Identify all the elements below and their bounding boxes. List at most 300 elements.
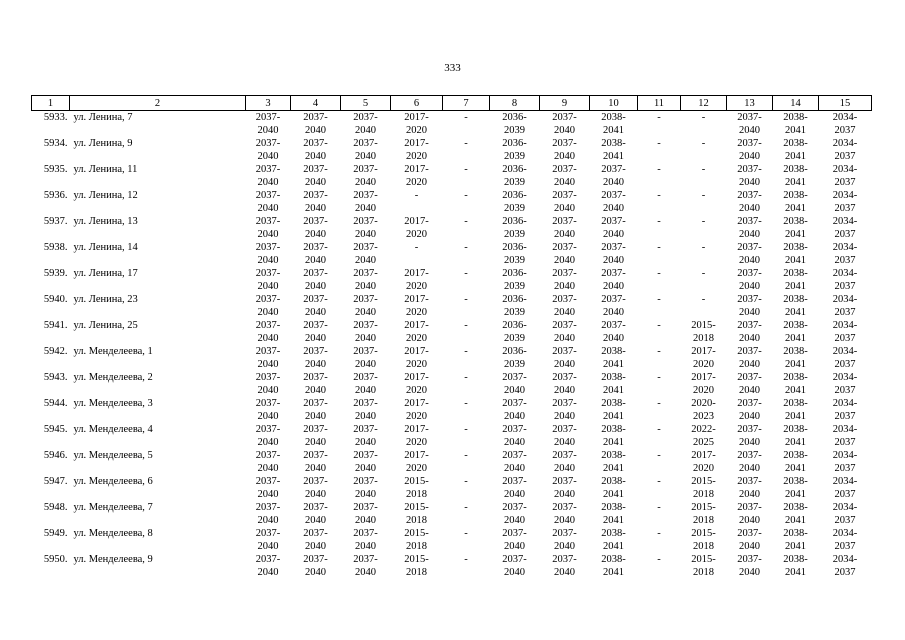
period-cell-col-12: 2022- 2025 [691,424,716,448]
period-cell-col-4: 2037- 2040 [303,242,328,266]
period-cell-col-13: 2037- 2040 [737,424,762,448]
period-cell-col-15: 2034- 2037 [832,528,858,552]
period-cell-col-7: - [464,294,468,305]
period-cell-col-4: 2037- 2040 [303,372,328,396]
period-cell-col-11: - [657,216,661,227]
period-cell-col-6: - [414,190,419,201]
period-cell-col-3: 2037- 2040 [255,502,281,526]
period-cell-col-12: 2015- 2018 [691,502,716,526]
period-cell-col-3: 2037- 2040 [255,450,281,474]
period-cell-col-15: 2034- 2037 [832,502,858,526]
period-cell-col-9: 2037- 2040 [552,528,577,552]
column-header-7: 7 [443,96,490,111]
period-cell-col-7: - [464,502,468,513]
period-cell-col-10: 2038- 2041 [601,138,626,162]
period-cell-col-13: 2037- 2040 [737,372,762,396]
period-cell-col-11: - [657,554,661,565]
period-cell-col-9: 2037- 2040 [552,112,577,136]
period-cell-col-7: - [464,112,468,123]
period-cell-col-4: 2037- 2040 [303,268,328,292]
period-cell-col-13: 2037- 2040 [737,190,762,214]
period-cell-col-12: 2017- 2020 [691,372,716,396]
column-header-14: 14 [773,96,819,111]
period-cell-col-6: 2015- 2018 [404,528,429,552]
period-cell-col-10: 2038- 2041 [601,450,626,474]
period-cell-col-12: 2015- 2018 [691,476,716,500]
period-cell-col-6: 2017- 2020 [404,268,429,292]
period-cell-col-5: 2037- 2040 [353,268,378,292]
period-cell-col-15: 2034- 2037 [832,190,858,214]
row-number: 5934. [43,138,68,149]
row-number: 5949. [43,528,68,539]
period-cell-col-15: 2034- 2037 [832,554,858,578]
period-cell-col-3: 2037- 2040 [255,268,281,292]
period-cell-col-9: 2037- 2040 [552,424,577,448]
period-cell-col-5: 2037- 2040 [353,216,378,240]
period-cell-col-14: 2038- 2041 [783,398,808,422]
period-cell-col-3: 2037- 2040 [255,294,281,318]
table-row [32,163,872,189]
period-cell-col-10: 2038- 2041 [601,112,626,136]
address-cell: ул. Ленина, 7 [73,112,133,123]
period-cell-col-11: - [657,242,661,253]
period-cell-col-5: 2037- 2040 [353,476,378,500]
period-cell-col-14: 2038- 2041 [783,424,808,448]
period-cell-col-13: 2037- 2040 [737,502,762,526]
period-cell-col-8: 2037- 2040 [502,502,527,526]
period-cell-col-14: 2038- 2041 [783,268,808,292]
address-cell: ул. Менделеева, 4 [73,424,153,435]
period-cell-col-6: 2015- 2018 [404,502,429,526]
period-cell-col-4: 2037- 2040 [303,554,328,578]
period-cell-col-15: 2034- 2037 [832,476,858,500]
period-cell-col-13: 2037- 2040 [737,346,762,370]
row-number: 5942. [43,346,68,357]
period-cell-col-8: 2036- 2039 [502,242,527,266]
period-cell-col-5: 2037- 2040 [353,528,378,552]
period-cell-col-11: - [657,450,661,461]
period-cell-col-13: 2037- 2040 [737,450,762,474]
period-cell-col-12: 2015- 2018 [691,528,716,552]
schedule-table [31,95,872,579]
period-cell-col-10: 2037- 2040 [601,294,626,318]
row-number: 5947. [43,476,68,487]
period-cell-col-10: 2038- 2041 [601,528,626,552]
period-cell-col-15: 2034- 2037 [832,398,858,422]
period-cell-col-12: 2020- 2023 [691,398,716,422]
period-cell-col-6: 2017- 2020 [404,450,429,474]
column-header-11: 11 [638,96,681,111]
period-cell-col-14: 2038- 2041 [783,164,808,188]
period-cell-col-7: - [464,476,468,487]
period-cell-col-9: 2037- 2040 [552,216,577,240]
period-cell-col-3: 2037- 2040 [255,554,281,578]
period-cell-col-15: 2034- 2037 [832,138,858,162]
address-cell: ул. Менделеева, 3 [73,398,153,409]
period-cell-col-6: 2017- 2020 [404,346,429,370]
period-cell-col-8: 2037- 2040 [502,476,527,500]
period-cell-col-12: - [701,112,706,123]
period-cell-col-13: 2037- 2040 [737,476,762,500]
period-cell-col-3: 2037- 2040 [255,242,281,266]
period-cell-col-8: 2036- 2039 [502,268,527,292]
period-cell-col-6: 2017- 2020 [404,398,429,422]
period-cell-col-10: 2037- 2040 [601,190,626,214]
address-cell: ул. Ленина, 25 [73,320,138,331]
address-cell: ул. Менделеева, 8 [73,528,153,539]
period-cell-col-12: - [701,242,706,253]
period-cell-col-7: - [464,528,468,539]
period-cell-col-8: 2037- 2040 [502,528,527,552]
table-body [32,111,872,580]
period-cell-col-9: 2037- 2040 [552,138,577,162]
header-row [32,96,872,111]
period-cell-col-6: - [414,242,419,253]
period-cell-col-8: 2036- 2039 [502,190,527,214]
address-cell: ул. Ленина, 9 [73,138,133,149]
period-cell-col-6: 2017- 2020 [404,424,429,448]
table-row [32,475,872,501]
table-row [32,319,872,345]
period-cell-col-9: 2037- 2040 [552,268,577,292]
table-row [32,137,872,163]
row-number: 5948. [43,502,68,513]
period-cell-col-7: - [464,138,468,149]
table-row [32,189,872,215]
period-cell-col-7: - [464,164,468,175]
period-cell-col-6: 2015- 2018 [404,476,429,500]
row-number: 5944. [43,398,68,409]
column-header-15: 15 [819,96,872,111]
period-cell-col-9: 2037- 2040 [552,346,577,370]
period-cell-col-8: 2036- 2039 [502,294,527,318]
column-header-3: 3 [246,96,291,111]
row-number: 5946. [43,450,68,461]
period-cell-col-11: - [657,372,661,383]
period-cell-col-10: 2037- 2040 [601,164,626,188]
column-header-12: 12 [681,96,727,111]
period-cell-col-14: 2038- 2041 [783,502,808,526]
column-header-2: 2 [70,96,246,111]
period-cell-col-11: - [657,138,661,149]
period-cell-col-10: 2038- 2041 [601,554,626,578]
period-cell-col-4: 2037- 2040 [303,528,328,552]
period-cell-col-5: 2037- 2040 [353,320,378,344]
period-cell-col-4: 2037- 2040 [303,164,328,188]
period-cell-col-11: - [657,190,661,201]
period-cell-col-15: 2034- 2037 [832,112,858,136]
period-cell-col-9: 2037- 2040 [552,190,577,214]
period-cell-col-11: - [657,476,661,487]
column-header-13: 13 [727,96,773,111]
period-cell-col-7: - [464,216,468,227]
period-cell-col-14: 2038- 2041 [783,346,808,370]
period-cell-col-7: - [464,398,468,409]
period-cell-col-8: 2036- 2039 [502,112,527,136]
address-cell: ул. Ленина, 13 [73,216,138,227]
table-row [32,371,872,397]
period-cell-col-13: 2037- 2040 [737,164,762,188]
period-cell-col-13: 2037- 2040 [737,216,762,240]
table-row [32,397,872,423]
period-cell-col-7: - [464,242,468,253]
period-cell-col-13: 2037- 2040 [737,112,762,136]
period-cell-col-8: 2036- 2039 [502,320,527,344]
period-cell-col-5: 2037- 2040 [353,450,378,474]
period-cell-col-10: 2038- 2041 [601,398,626,422]
period-cell-col-5: 2037- 2040 [353,164,378,188]
period-cell-col-5: 2037- 2040 [353,398,378,422]
period-cell-col-10: 2038- 2041 [601,502,626,526]
period-cell-col-6: 2017- 2020 [404,320,429,344]
period-cell-col-14: 2038- 2041 [783,294,808,318]
period-cell-col-8: 2037- 2040 [502,372,527,396]
period-cell-col-14: 2038- 2041 [783,138,808,162]
period-cell-col-10: 2037- 2040 [601,216,626,240]
period-cell-col-9: 2037- 2040 [552,242,577,266]
period-cell-col-12: 2017- 2020 [691,450,716,474]
period-cell-col-9: 2037- 2040 [552,320,577,344]
row-number: 5950. [43,554,68,565]
period-cell-col-12: - [701,138,706,149]
period-cell-col-3: 2037- 2040 [255,528,281,552]
period-cell-col-3: 2037- 2040 [255,398,281,422]
row-number: 5940. [43,294,68,305]
period-cell-col-12: 2015- 2018 [691,554,716,578]
address-cell: ул. Ленина, 14 [73,242,138,253]
period-cell-col-3: 2037- 2040 [255,372,281,396]
period-cell-col-8: 2036- 2039 [502,346,527,370]
column-header-5: 5 [341,96,391,111]
period-cell-col-9: 2037- 2040 [552,502,577,526]
period-cell-col-12: 2015- 2018 [691,320,716,344]
period-cell-col-3: 2037- 2040 [255,138,281,162]
period-cell-col-15: 2034- 2037 [832,164,858,188]
period-cell-col-4: 2037- 2040 [303,320,328,344]
period-cell-col-11: - [657,268,661,279]
address-cell: ул. Менделеева, 5 [73,450,153,461]
period-cell-col-11: - [657,528,661,539]
period-cell-col-13: 2037- 2040 [737,242,762,266]
period-cell-col-4: 2037- 2040 [303,190,328,214]
period-cell-col-4: 2037- 2040 [303,294,328,318]
period-cell-col-8: 2036- 2039 [502,138,527,162]
period-cell-col-11: - [657,294,661,305]
address-cell: ул. Менделеева, 6 [73,476,153,487]
period-cell-col-12: - [701,216,706,227]
period-cell-col-7: - [464,554,468,565]
period-cell-col-4: 2037- 2040 [303,476,328,500]
period-cell-col-15: 2034- 2037 [832,268,858,292]
period-cell-col-5: 2037- 2040 [353,424,378,448]
period-cell-col-12: - [701,164,706,175]
period-cell-col-10: 2037- 2040 [601,268,626,292]
period-cell-col-11: - [657,502,661,513]
period-cell-col-14: 2038- 2041 [783,450,808,474]
period-cell-col-13: 2037- 2040 [737,398,762,422]
period-cell-col-8: 2037- 2040 [502,398,527,422]
period-cell-col-13: 2037- 2040 [737,528,762,552]
period-cell-col-3: 2037- 2040 [255,476,281,500]
address-cell: ул. Ленина, 11 [73,164,138,175]
period-cell-col-6: 2017- 2020 [404,216,429,240]
period-cell-col-5: 2037- 2040 [353,294,378,318]
period-cell-col-11: - [657,346,661,357]
period-cell-col-9: 2037- 2040 [552,398,577,422]
period-cell-col-13: 2037- 2040 [737,294,762,318]
address-cell: ул. Ленина, 17 [73,268,138,279]
period-cell-col-9: 2037- 2040 [552,164,577,188]
period-cell-col-10: 2037- 2040 [601,242,626,266]
period-cell-col-6: 2017- 2020 [404,372,429,396]
row-number: 5936. [43,190,68,201]
period-cell-col-5: 2037- 2040 [353,502,378,526]
row-number: 5938. [43,242,68,253]
period-cell-col-7: - [464,450,468,461]
row-number: 5941. [43,320,68,331]
period-cell-col-7: - [464,372,468,383]
period-cell-col-12: - [701,190,706,201]
period-cell-col-11: - [657,164,661,175]
period-cell-col-7: - [464,268,468,279]
period-cell-col-4: 2037- 2040 [303,346,328,370]
column-header-10: 10 [590,96,638,111]
period-cell-col-15: 2034- 2037 [832,242,858,266]
period-cell-col-3: 2037- 2040 [255,346,281,370]
table-row [32,111,872,138]
address-cell: ул. Менделеева, 2 [73,372,153,383]
period-cell-col-7: - [464,320,468,331]
period-cell-col-14: 2038- 2041 [783,190,808,214]
period-cell-col-4: 2037- 2040 [303,138,328,162]
table-row [32,423,872,449]
table-row [32,527,872,553]
period-cell-col-6: 2017- 2020 [404,164,429,188]
period-cell-col-8: 2036- 2039 [502,164,527,188]
period-cell-col-5: 2037- 2040 [353,138,378,162]
period-cell-col-15: 2034- 2037 [832,294,858,318]
period-cell-col-9: 2037- 2040 [552,476,577,500]
period-cell-col-11: - [657,424,661,435]
period-cell-col-15: 2034- 2037 [832,216,858,240]
period-cell-col-15: 2034- 2037 [832,346,858,370]
row-number: 5939. [43,268,68,279]
period-cell-col-7: - [464,424,468,435]
period-cell-col-14: 2038- 2041 [783,216,808,240]
period-cell-col-15: 2034- 2037 [832,320,858,344]
period-cell-col-9: 2037- 2040 [552,372,577,396]
period-cell-col-8: 2036- 2039 [502,216,527,240]
period-cell-col-14: 2038- 2041 [783,320,808,344]
period-cell-col-13: 2037- 2040 [737,320,762,344]
period-cell-col-13: 2037- 2040 [737,554,762,578]
column-header-1: 1 [32,96,70,111]
period-cell-col-11: - [657,320,661,331]
period-cell-col-3: 2037- 2040 [255,190,281,214]
period-cell-col-7: - [464,346,468,357]
page-number: 333 [444,62,461,74]
period-cell-col-13: 2037- 2040 [737,268,762,292]
period-cell-col-6: 2017- 2020 [404,294,429,318]
table-row [32,215,872,241]
period-cell-col-11: - [657,112,661,123]
period-cell-col-6: 2017- 2020 [404,138,429,162]
period-cell-col-8: 2037- 2040 [502,450,527,474]
table-row [32,501,872,527]
period-cell-col-5: 2037- 2040 [353,346,378,370]
period-cell-col-4: 2037- 2040 [303,502,328,526]
period-cell-col-13: 2037- 2040 [737,138,762,162]
address-cell: ул. Менделеева, 9 [73,554,153,565]
row-number: 5935. [43,164,68,175]
period-cell-col-15: 2034- 2037 [832,450,858,474]
column-header-8: 8 [490,96,540,111]
period-cell-col-12: 2017- 2020 [691,346,716,370]
row-number: 5937. [43,216,68,227]
table-row [32,267,872,293]
period-cell-col-14: 2038- 2041 [783,112,808,136]
period-cell-col-10: 2038- 2041 [601,476,626,500]
period-cell-col-3: 2037- 2040 [255,112,281,136]
address-cell: ул. Ленина, 23 [73,294,138,305]
period-cell-col-6: 2017- 2020 [404,112,429,136]
period-cell-col-5: 2037- 2040 [353,112,378,136]
period-cell-col-15: 2034- 2037 [832,424,858,448]
column-header-9: 9 [540,96,590,111]
period-cell-col-10: 2038- 2041 [601,346,626,370]
period-cell-col-5: 2037- 2040 [353,242,378,266]
period-cell-col-4: 2037- 2040 [303,112,328,136]
period-cell-col-6: 2015- 2018 [404,554,429,578]
table-row [32,241,872,267]
period-cell-col-14: 2038- 2041 [783,242,808,266]
period-cell-col-12: - [701,294,706,305]
table-row [32,449,872,475]
period-cell-col-9: 2037- 2040 [552,294,577,318]
row-number: 5945. [43,424,68,435]
column-header-6: 6 [391,96,443,111]
period-cell-col-3: 2037- 2040 [255,320,281,344]
period-cell-col-14: 2038- 2041 [783,372,808,396]
address-cell: ул. Ленина, 12 [73,190,138,201]
row-number: 5943. [43,372,68,383]
period-cell-col-14: 2038- 2041 [783,528,808,552]
period-cell-col-4: 2037- 2040 [303,216,328,240]
period-cell-col-10: 2038- 2041 [601,424,626,448]
period-cell-col-8: 2037- 2040 [502,554,527,578]
period-cell-col-4: 2037- 2040 [303,450,328,474]
address-cell: ул. Менделеева, 1 [73,346,153,357]
period-cell-col-5: 2037- 2040 [353,554,378,578]
period-cell-col-3: 2037- 2040 [255,424,281,448]
period-cell-col-3: 2037- 2040 [255,164,281,188]
period-cell-col-4: 2037- 2040 [303,424,328,448]
row-number: 5933. [43,112,68,123]
period-cell-col-3: 2037- 2040 [255,216,281,240]
table-row [32,345,872,371]
period-cell-col-15: 2034- 2037 [832,372,858,396]
table-row [32,293,872,319]
period-cell-col-14: 2038- 2041 [783,554,808,578]
period-cell-col-12: - [701,268,706,279]
period-cell-col-4: 2037- 2040 [303,398,328,422]
column-header-4: 4 [291,96,341,111]
period-cell-col-11: - [657,398,661,409]
period-cell-col-9: 2037- 2040 [552,554,577,578]
period-cell-col-9: 2037- 2040 [552,450,577,474]
period-cell-col-7: - [464,190,468,201]
address-cell: ул. Менделеева, 7 [73,502,153,513]
